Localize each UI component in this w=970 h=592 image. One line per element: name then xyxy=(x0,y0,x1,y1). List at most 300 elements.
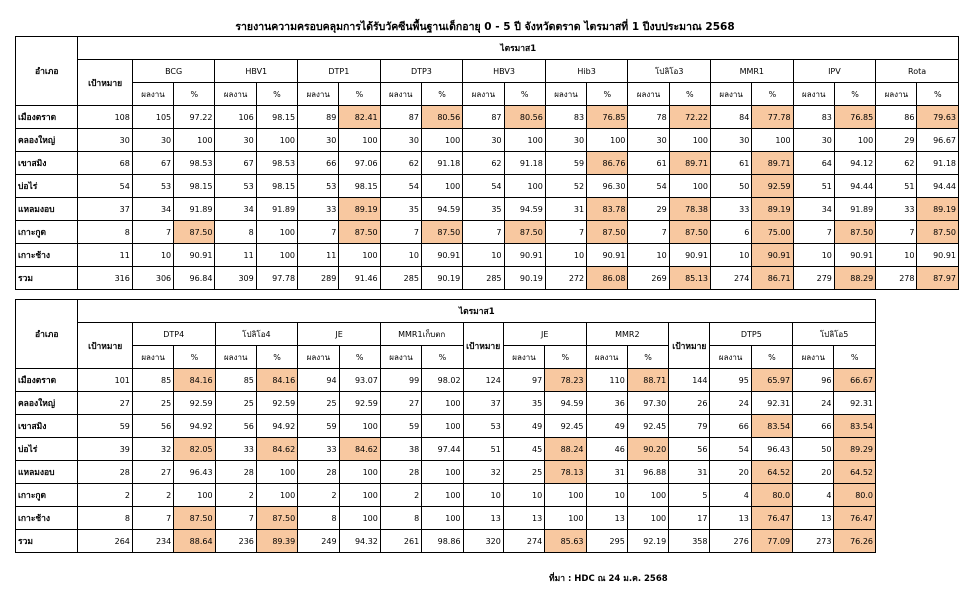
percent-cell: 92.45 xyxy=(627,415,668,438)
percent-cell: 100 xyxy=(627,484,668,507)
percent-cell: 87.50 xyxy=(421,221,462,244)
result-cell: 285 xyxy=(380,267,421,290)
result-cell: 33 xyxy=(298,438,339,461)
result-cell: 7 xyxy=(215,507,256,530)
result-cell: 8 xyxy=(380,507,421,530)
percent-cell: 87.50 xyxy=(174,507,215,530)
percent-cell: 100 xyxy=(339,415,380,438)
result-cell: 7 xyxy=(628,221,669,244)
percent-cell: 100 xyxy=(339,507,380,530)
result-cell: 279 xyxy=(793,267,834,290)
result-cell: 33 xyxy=(298,198,339,221)
result-cell: 4 xyxy=(710,484,751,507)
percent-subheader: % xyxy=(174,83,215,106)
percent-cell: 100 xyxy=(339,484,380,507)
percent-cell: 88.24 xyxy=(545,438,586,461)
percent-cell: 96.43 xyxy=(751,438,792,461)
result-cell: 36 xyxy=(586,392,627,415)
table-row xyxy=(16,530,876,553)
result-cell: 85 xyxy=(132,369,173,392)
percent-cell: 85.13 xyxy=(669,267,710,290)
result-cell: 56 xyxy=(215,415,256,438)
percent-cell: 97.44 xyxy=(422,438,463,461)
vaccine-header: MMR1เก็บตก xyxy=(380,323,463,346)
result-cell: 261 xyxy=(380,530,421,553)
result-cell: 24 xyxy=(793,392,834,415)
percent-cell: 94.32 xyxy=(339,530,380,553)
percent-cell: 92.59 xyxy=(752,175,793,198)
result-cell: 30 xyxy=(380,129,421,152)
result-cell: 34 xyxy=(793,198,834,221)
result-cell: 33 xyxy=(215,438,256,461)
result-cell: 95 xyxy=(710,369,751,392)
percent-cell: 90.91 xyxy=(504,244,545,267)
result-cell: 7 xyxy=(793,221,834,244)
district-cell: เกาะช้าง xyxy=(16,507,78,530)
percent-cell: 100 xyxy=(752,129,793,152)
vaccine-header: MMR2 xyxy=(586,323,669,346)
target-cell: 13 xyxy=(463,507,503,530)
percent-cell: 100 xyxy=(339,244,380,267)
result-cell: 7 xyxy=(380,221,421,244)
result-cell: 67 xyxy=(132,152,173,175)
percent-cell: 89.71 xyxy=(752,152,793,175)
target-cell: 316 xyxy=(78,267,132,290)
percent-cell: 100 xyxy=(174,129,215,152)
result-cell: 35 xyxy=(463,198,504,221)
percent-cell: 76.85 xyxy=(587,106,628,129)
vaccine-header: HBV3 xyxy=(463,60,546,83)
vaccine-header: Rota xyxy=(876,60,959,83)
result-cell: 54 xyxy=(628,175,669,198)
result-cell: 33 xyxy=(876,198,917,221)
result-cell: 59 xyxy=(380,415,421,438)
percent-cell: 65.97 xyxy=(751,369,792,392)
result-cell: 110 xyxy=(586,369,627,392)
percent-cell: 87.50 xyxy=(917,221,959,244)
target-cell: 79 xyxy=(669,415,710,438)
result-cell: 87 xyxy=(463,106,504,129)
target-cell: 144 xyxy=(669,369,710,392)
target-header: เป้าหมาย xyxy=(78,323,132,369)
result-cell: 86 xyxy=(876,106,917,129)
percent-cell: 80.0 xyxy=(751,484,792,507)
result-cell: 61 xyxy=(711,152,752,175)
percent-cell: 100 xyxy=(256,244,297,267)
percent-cell: 78.38 xyxy=(669,198,710,221)
result-cell: 30 xyxy=(793,129,834,152)
percent-cell: 94.59 xyxy=(504,198,545,221)
vaccine-header: BCG xyxy=(132,60,215,83)
district-cell: แหลมงอบ xyxy=(16,198,78,221)
percent-cell: 91.46 xyxy=(339,267,380,290)
target-cell: 108 xyxy=(78,106,132,129)
district-cell: คลองใหญ่ xyxy=(16,392,78,415)
result-cell: 8 xyxy=(298,507,339,530)
percent-cell: 79.63 xyxy=(917,106,959,129)
percent-cell: 92.45 xyxy=(545,415,586,438)
district-header: อำเภอ xyxy=(16,37,78,106)
target-cell: 101 xyxy=(78,369,132,392)
table-row xyxy=(16,175,959,198)
result-cell: 53 xyxy=(215,175,256,198)
percent-cell: 100 xyxy=(256,221,297,244)
percent-cell: 76.47 xyxy=(751,507,792,530)
percent-cell: 83.54 xyxy=(834,415,876,438)
result-cell: 34 xyxy=(215,198,256,221)
result-cell: 2 xyxy=(380,484,421,507)
percent-cell: 92.59 xyxy=(174,392,215,415)
percent-cell: 72.22 xyxy=(669,106,710,129)
result-cell: 274 xyxy=(503,530,544,553)
result-cell: 11 xyxy=(298,244,339,267)
result-cell: 10 xyxy=(132,244,173,267)
result-cell: 28 xyxy=(298,461,339,484)
district-cell: แหลมงอบ xyxy=(16,461,78,484)
result-cell: 13 xyxy=(793,507,834,530)
result-cell: 89 xyxy=(298,106,339,129)
result-cell: 66 xyxy=(710,415,751,438)
percent-cell: 97.78 xyxy=(256,267,297,290)
table-row xyxy=(16,438,876,461)
result-cell: 2 xyxy=(132,484,173,507)
target-cell: 11 xyxy=(78,244,132,267)
result-cell: 306 xyxy=(132,267,173,290)
percent-cell: 92.31 xyxy=(751,392,792,415)
percent-cell: 94.92 xyxy=(256,415,297,438)
result-cell: 236 xyxy=(215,530,256,553)
percent-cell: 78.23 xyxy=(545,369,586,392)
result-cell: 30 xyxy=(132,129,173,152)
result-cell: 105 xyxy=(132,106,173,129)
result-cell: 54 xyxy=(463,175,504,198)
result-cell: 29 xyxy=(628,198,669,221)
result-cell: 10 xyxy=(503,484,544,507)
target-cell: 39 xyxy=(78,438,132,461)
percent-cell: 98.15 xyxy=(339,175,380,198)
percent-cell: 89.29 xyxy=(834,438,876,461)
result-cell: 30 xyxy=(298,129,339,152)
result-cell: 83 xyxy=(545,106,586,129)
table-row xyxy=(16,461,876,484)
percent-subheader: % xyxy=(422,346,463,369)
result-subheader: ผลงาน xyxy=(215,346,256,369)
result-cell: 289 xyxy=(298,267,339,290)
vaccine-header: Hib3 xyxy=(545,60,628,83)
quarter-header: ไตรมาส1 xyxy=(78,300,876,323)
result-cell: 49 xyxy=(503,415,544,438)
percent-cell: 90.19 xyxy=(504,267,545,290)
percent-cell: 84.62 xyxy=(256,438,297,461)
quarter-header: ไตรมาส1 xyxy=(78,37,959,60)
percent-cell: 91.89 xyxy=(174,198,215,221)
result-cell: 8 xyxy=(215,221,256,244)
table-row xyxy=(16,244,959,267)
percent-cell: 100 xyxy=(422,484,463,507)
percent-cell: 98.15 xyxy=(256,106,297,129)
result-cell: 10 xyxy=(545,244,586,267)
percent-cell: 98.02 xyxy=(422,369,463,392)
result-cell: 35 xyxy=(503,392,544,415)
percent-subheader: % xyxy=(752,83,793,106)
result-cell: 7 xyxy=(463,221,504,244)
result-subheader: ผลงาน xyxy=(711,83,752,106)
table-row xyxy=(16,484,876,507)
vaccine-header: DTP5 xyxy=(710,323,793,346)
target-cell: 10 xyxy=(463,484,503,507)
percent-subheader: % xyxy=(256,83,297,106)
district-cell: เกาะกูด xyxy=(16,221,78,244)
result-cell: 295 xyxy=(586,530,627,553)
percent-cell: 100 xyxy=(504,129,545,152)
result-cell: 309 xyxy=(215,267,256,290)
result-cell: 56 xyxy=(132,415,173,438)
target-cell: 53 xyxy=(463,415,503,438)
result-cell: 249 xyxy=(298,530,339,553)
percent-cell: 91.18 xyxy=(917,152,959,175)
result-cell: 53 xyxy=(132,175,173,198)
percent-cell: 87.97 xyxy=(917,267,959,290)
result-subheader: ผลงาน xyxy=(628,83,669,106)
table-row xyxy=(16,507,876,530)
percent-cell: 90.91 xyxy=(669,244,710,267)
result-cell: 273 xyxy=(793,530,834,553)
target-cell: 358 xyxy=(669,530,710,553)
percent-cell: 92.59 xyxy=(256,392,297,415)
percent-cell: 76.26 xyxy=(834,530,876,553)
percent-subheader: % xyxy=(339,83,380,106)
result-cell: 30 xyxy=(628,129,669,152)
result-cell: 278 xyxy=(876,267,917,290)
percent-cell: 88.29 xyxy=(834,267,875,290)
percent-cell: 91.89 xyxy=(834,198,875,221)
result-cell: 83 xyxy=(793,106,834,129)
percent-cell: 84.62 xyxy=(339,438,380,461)
result-cell: 62 xyxy=(876,152,917,175)
result-cell: 30 xyxy=(463,129,504,152)
target-header: เป้าหมาย xyxy=(463,323,503,369)
result-cell: 31 xyxy=(545,198,586,221)
result-cell: 46 xyxy=(586,438,627,461)
district-cell: คลองใหญ่ xyxy=(16,129,78,152)
table-row xyxy=(16,415,876,438)
percent-subheader: % xyxy=(174,346,215,369)
result-cell: 78 xyxy=(628,106,669,129)
percent-cell: 98.86 xyxy=(422,530,463,553)
percent-subheader: % xyxy=(834,83,875,106)
percent-cell: 98.53 xyxy=(174,152,215,175)
result-subheader: ผลงาน xyxy=(503,346,544,369)
target-cell: 27 xyxy=(78,392,132,415)
result-cell: 13 xyxy=(586,507,627,530)
percent-cell: 100 xyxy=(834,129,875,152)
result-subheader: ผลงาน xyxy=(793,83,834,106)
result-cell: 62 xyxy=(463,152,504,175)
percent-cell: 100 xyxy=(545,507,586,530)
percent-cell: 77.78 xyxy=(752,106,793,129)
percent-cell: 87.50 xyxy=(256,507,297,530)
district-cell: บ่อไร่ xyxy=(16,175,78,198)
result-cell: 10 xyxy=(628,244,669,267)
result-cell: 29 xyxy=(876,129,917,152)
target-cell: 26 xyxy=(669,392,710,415)
result-cell: 30 xyxy=(215,129,256,152)
result-cell: 30 xyxy=(545,129,586,152)
district-cell: รวม xyxy=(16,530,78,553)
percent-cell: 100 xyxy=(174,484,215,507)
percent-cell: 100 xyxy=(545,484,586,507)
percent-cell: 78.13 xyxy=(545,461,586,484)
district-cell: บ่อไร่ xyxy=(16,438,78,461)
vaccine-header: JE xyxy=(298,323,381,346)
result-subheader: ผลงาน xyxy=(298,346,339,369)
percent-subheader: % xyxy=(627,346,668,369)
target-cell: 8 xyxy=(78,507,132,530)
percent-cell: 75.00 xyxy=(752,221,793,244)
percent-cell: 100 xyxy=(256,484,297,507)
result-cell: 51 xyxy=(876,175,917,198)
target-cell: 59 xyxy=(78,415,132,438)
target-cell: 28 xyxy=(78,461,132,484)
result-cell: 272 xyxy=(545,267,586,290)
target-cell: 17 xyxy=(669,507,710,530)
target-cell: 320 xyxy=(463,530,503,553)
percent-cell: 77.09 xyxy=(751,530,792,553)
vaccine-header: DTP3 xyxy=(380,60,463,83)
result-cell: 87 xyxy=(380,106,421,129)
result-cell: 54 xyxy=(710,438,751,461)
result-subheader: ผลงาน xyxy=(132,346,173,369)
percent-cell: 87.50 xyxy=(669,221,710,244)
percent-cell: 90.91 xyxy=(587,244,628,267)
percent-cell: 80.56 xyxy=(421,106,462,129)
vaccine-header: DTP4 xyxy=(132,323,215,346)
percent-cell: 86.76 xyxy=(587,152,628,175)
result-cell: 7 xyxy=(545,221,586,244)
table-row xyxy=(16,198,959,221)
percent-cell: 87.50 xyxy=(339,221,380,244)
table-row xyxy=(16,152,959,175)
target-header: เป้าหมาย xyxy=(669,323,710,369)
result-cell: 13 xyxy=(503,507,544,530)
target-cell: 37 xyxy=(463,392,503,415)
result-cell: 27 xyxy=(132,461,173,484)
percent-cell: 90.91 xyxy=(752,244,793,267)
result-cell: 20 xyxy=(710,461,751,484)
result-cell: 11 xyxy=(215,244,256,267)
percent-cell: 88.64 xyxy=(174,530,215,553)
table-row xyxy=(16,267,959,290)
result-cell: 106 xyxy=(215,106,256,129)
table-row xyxy=(16,129,959,152)
result-subheader: ผลงาน xyxy=(298,83,339,106)
vaccine-header: HBV1 xyxy=(215,60,298,83)
percent-cell: 89.71 xyxy=(669,152,710,175)
percent-cell: 92.59 xyxy=(339,392,380,415)
table-row xyxy=(16,369,876,392)
vaccine-header: JE xyxy=(503,323,586,346)
percent-cell: 90.91 xyxy=(174,244,215,267)
percent-cell: 96.43 xyxy=(174,461,215,484)
percent-cell: 100 xyxy=(256,461,297,484)
percent-cell: 100 xyxy=(504,175,545,198)
result-cell: 2 xyxy=(215,484,256,507)
percent-cell: 94.92 xyxy=(174,415,215,438)
percent-cell: 93.07 xyxy=(339,369,380,392)
result-cell: 25 xyxy=(132,392,173,415)
target-cell: 2 xyxy=(78,484,132,507)
result-cell: 269 xyxy=(628,267,669,290)
result-cell: 7 xyxy=(132,221,173,244)
percent-cell: 90.91 xyxy=(421,244,462,267)
result-subheader: ผลงาน xyxy=(876,83,917,106)
result-cell: 59 xyxy=(545,152,586,175)
percent-cell: 86.08 xyxy=(587,267,628,290)
percent-cell: 94.59 xyxy=(421,198,462,221)
result-cell: 28 xyxy=(215,461,256,484)
percent-cell: 83.78 xyxy=(587,198,628,221)
result-cell: 97 xyxy=(503,369,544,392)
district-cell: เกาะกูด xyxy=(16,484,78,507)
percent-cell: 87.50 xyxy=(504,221,545,244)
district-cell: เมืองตราด xyxy=(16,369,78,392)
result-cell: 51 xyxy=(793,175,834,198)
result-cell: 33 xyxy=(711,198,752,221)
target-cell: 37 xyxy=(78,198,132,221)
percent-cell: 86.71 xyxy=(752,267,793,290)
percent-cell: 100 xyxy=(627,507,668,530)
percent-cell: 83.54 xyxy=(751,415,792,438)
percent-cell: 90.19 xyxy=(421,267,462,290)
percent-cell: 94.44 xyxy=(834,175,875,198)
target-cell: 5 xyxy=(669,484,710,507)
vaccine-header: โปลิโอ4 xyxy=(215,323,298,346)
percent-cell: 97.22 xyxy=(174,106,215,129)
result-subheader: ผลงาน xyxy=(710,346,751,369)
result-cell: 7 xyxy=(876,221,917,244)
target-cell: 124 xyxy=(463,369,503,392)
percent-cell: 100 xyxy=(669,129,710,152)
percent-cell: 89.39 xyxy=(256,530,297,553)
target-cell: 54 xyxy=(78,175,132,198)
result-cell: 32 xyxy=(132,438,173,461)
district-cell: เขาสมิง xyxy=(16,415,78,438)
percent-cell: 96.84 xyxy=(174,267,215,290)
target-cell: 51 xyxy=(463,438,503,461)
result-cell: 25 xyxy=(503,461,544,484)
result-cell: 31 xyxy=(586,461,627,484)
result-cell: 94 xyxy=(298,369,339,392)
percent-cell: 90.91 xyxy=(834,244,875,267)
vaccine-header: DTP1 xyxy=(298,60,381,83)
percent-cell: 84.16 xyxy=(174,369,215,392)
percent-cell: 91.89 xyxy=(256,198,297,221)
vaccine-header: โปลิโอ5 xyxy=(793,323,876,346)
target-cell: 31 xyxy=(669,461,710,484)
percent-cell: 87.50 xyxy=(174,221,215,244)
result-cell: 64 xyxy=(793,152,834,175)
percent-cell: 100 xyxy=(339,129,380,152)
target-cell: 30 xyxy=(78,129,132,152)
percent-cell: 94.12 xyxy=(834,152,875,175)
percent-cell: 64.52 xyxy=(834,461,876,484)
result-cell: 274 xyxy=(711,267,752,290)
percent-cell: 91.18 xyxy=(504,152,545,175)
percent-cell: 100 xyxy=(422,507,463,530)
percent-cell: 100 xyxy=(256,129,297,152)
result-cell: 52 xyxy=(545,175,586,198)
percent-cell: 97.06 xyxy=(339,152,380,175)
